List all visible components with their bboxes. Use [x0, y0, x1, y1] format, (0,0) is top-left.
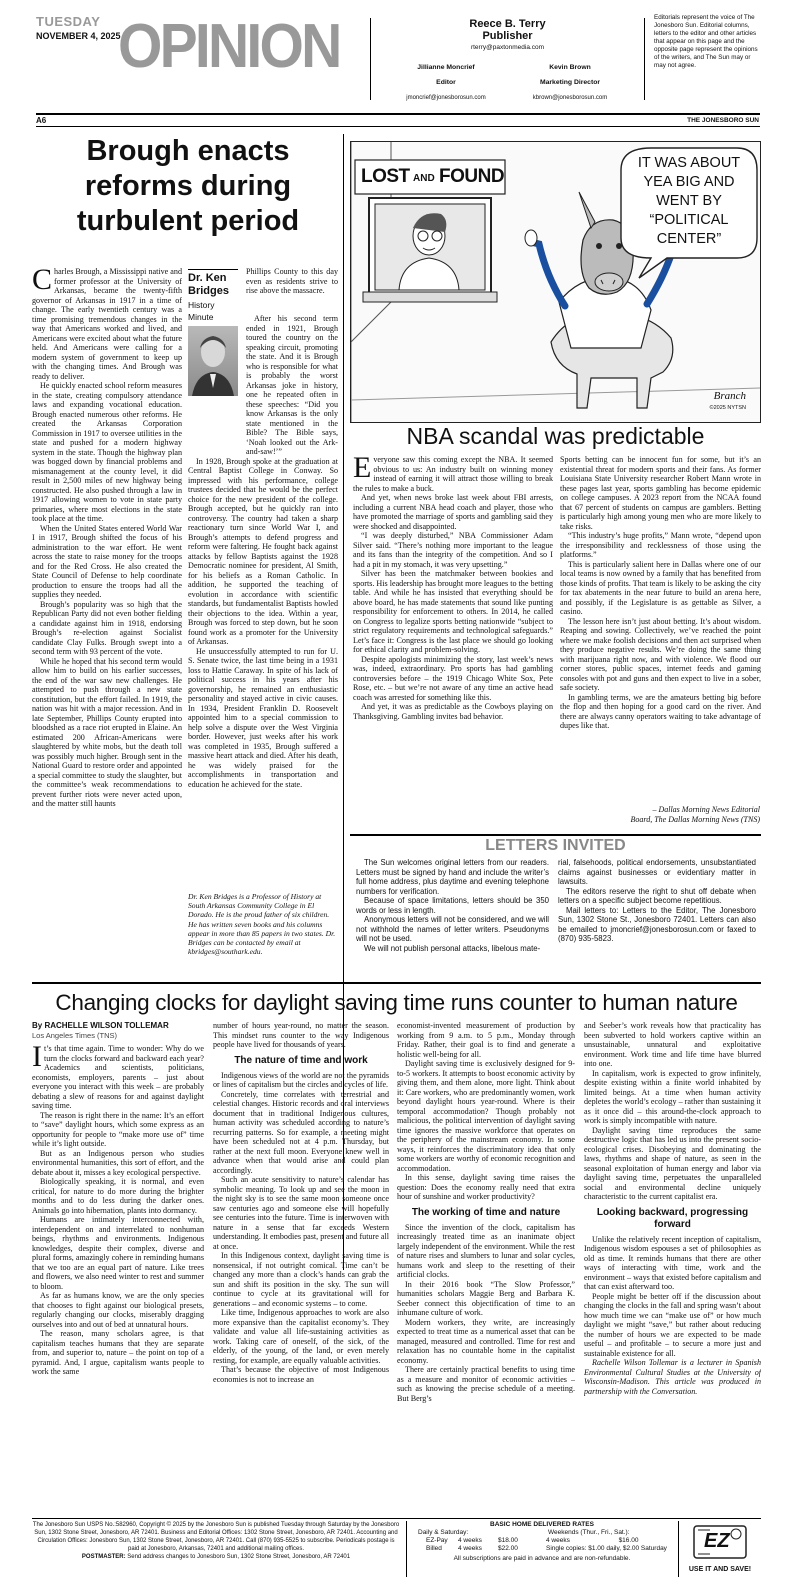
brough-p3: When the United States entered World War I in 1917, Brough shifted the focus of his administration to the war effort. He went across the state to raise money for the troops and for the Red Cross. He also created the State Council of Defense to help coordinate production to ensure the troops had all the supplies they needed. — [32, 523, 182, 599]
clocks-col-1 — [32, 1044, 204, 1512]
top-rule-2 — [36, 126, 760, 127]
cartoon-speech — [625, 154, 753, 249]
ez-caption: USE IT AND SAVE! — [688, 1566, 752, 1573]
rates-row — [410, 1545, 671, 1553]
subhead-looking-backward: Looking backward, progressing forward — [596, 1206, 749, 1230]
editorial-notice: Editorials represent the voice of The Jonesboro Sun. Editorial columns, letters to the editor and other articles that appear on this page and the opposite page represent the opinions of the writers, and The Sun may or may not agree. — [654, 14, 758, 69]
clocks-source: Los Angeles Times (TNS) — [32, 1031, 118, 1040]
nba-col-2 — [560, 455, 761, 800]
clocks-p3: But as an Indigenous person who studies environmental humanities, this sort of effort, and the debate about it, misses a key ecological perspective. — [32, 1148, 204, 1177]
clocks-col4-p1: In capitalism, work is expected to grow infinitely, despite existing within a finite world inhabited by limited beings. At a time when human activity depletes the world’s ecology – rather than sustaining it as it once did – this around-the-clock approach to work is simply incompatible with nature. — [584, 1068, 761, 1125]
speech-line-1: IT WAS ABOUT — [637, 155, 741, 171]
rates-title: BASIC HOME DELIVERED RATES — [490, 1521, 594, 1528]
drop-cap: C — [32, 267, 53, 296]
daily-label: Daily & Saturday: — [418, 1529, 469, 1536]
subhead-working-of-time: The working of time and nature — [411, 1206, 561, 1218]
clocks-col4b-p2: People might be better off if the discussion about changing the clocks in the fall and spring wasn’t about how much time we can “make use of” or how much daylight we might “save,” but rather about reducing the number of hours we are expected to be made useful – and profitable – to secure a more just and sustainable existence for all. — [584, 1291, 761, 1358]
clocks-col2-p3: Such an acute sensitivity to nature’s calendar has symbolic meaning. To look up and see the moon in the night sky is to see the same moon someone once saw centuries ago and someone else will hopefully see centuries into the future. Time is interwoven with nature in a sense that far exceeds Western understanding. It embodies past, present and future all at once. — [213, 1175, 389, 1251]
nba-col2-p4: The lesson here isn’t just about betting. It’s about wisdom. Reaping and sowing. Collectively, we’ve reached the point where we make foolish decisions and then act surprised when they produce negative results. We’re doing the same thing with marijuana right now, and with violence. We flood our corner stores, public spaces, internet feeds and gaming consoles with pot and guns and then expect to live in a sober, safe society. — [560, 616, 761, 692]
clocks-col2-p4: In this Indigenous context, daylight saving time is nonsensical, if not outright comical. Time can’t be changed any more than a clock’s hands can grab the sun and shift its position in the sky. The sun will continue to cycle at its gravitational will for generations – and economic systems – to come. — [213, 1251, 389, 1308]
rate-kind: Billed — [426, 1545, 442, 1552]
speech-line-4: “POLITICAL — [649, 212, 729, 228]
drop-cap: E — [353, 455, 372, 484]
rate-weeks-2: 4 weeks — [546, 1537, 570, 1544]
clocks-col2-p2: Concretely, time correlates with terrestrial and celestial changes. Historic records and oral interviews document that in traditional Indigenous cultures, human activity was scheduled according to nature’s recurring patterns. So for example, a meeting might have been scheduled not at 4 p.m. Thursday, but rather at the next full moon. Everyone knew well in advance when that would arise and could plan accordingly. — [213, 1089, 389, 1175]
brough-col2-p1: After his second term ended in 1921, Brough toured the country on the speaking circuit, promoting the state. And it is Brough who is responsible for what is probably the worst Arkansas joke in history, one he repeated often in these speeches: “Did you know Arkansas is the only state mentioned in the Bible? The Bible says, ‘Noah looked out the Ark-and-saw!’” — [246, 314, 338, 456]
nba-credit-2: Board, The Dallas Morning News (TNS) — [630, 815, 760, 824]
speech-line-2: YEA BIG AND — [643, 174, 735, 190]
clocks-p6: As far as humans know, we are the only species that chooses to fight against our biological presets, regularly changing our clocks, miserably dragging ourselves into and out of bed at unnatural hours. — [32, 1291, 204, 1329]
clocks-p4: Biologically speaking, it is normal, and even critical, for nature to do more during the brighter months and to do less during the darker ones. Animals go into hibernation, plants into dormancy. — [32, 1177, 204, 1215]
letters-heading: LETTERS INVITED — [485, 837, 626, 854]
nba-col-1 — [353, 455, 553, 830]
clocks-headline: Changing clocks for daylight saving time runs counter to human nature — [55, 990, 738, 1015]
clocks-col3b-p3: Modern workers, they write, are increasingly expected to treat time as a numerical asset that can be managed, measured and controlled. Time for rest and relaxation has no countable home in the capitalist economy. — [397, 1317, 575, 1365]
footer-publication-info — [32, 1521, 400, 1561]
clocks-col2-top: number of hours year-round, no matter the season. This mindset runs counter to the way Indigenous people have lived for thousands of years. — [213, 1021, 389, 1049]
cartoon-sign-lost: LOST — [361, 166, 410, 187]
publisher-title: Publisher — [482, 30, 533, 42]
brough-col-2 — [188, 314, 338, 958]
clocks-col3-p3: In this sense, daylight saving time raises the question: Does the economy really need that extra hour of sunshine and worker productivity? — [397, 1173, 575, 1201]
clocks-p2: The reason is right there in the name: It’s an effort to “save” daylight hours, which some express as an opportunity for people to “make more use of” time while it’s light outside. — [32, 1110, 204, 1148]
nba-p4: Silver has been the matchmaker between bookies and sports. His leadership has brought more leagues to the betting table. And while he has insisted that everything should be above board, he has made statements that sound like punting responsibility for enforcement to others. In 2014, he called on Congress to legalize sports betting nationwide “subject to strict regulatory requirements and technological safeguards.” Let’s face it: Congress is the last place we should go looking for ethical clarity and problem-solving. — [353, 569, 553, 654]
nba-p5: Despite apologists minimizing the story, last week’s news was, indeed, extraordinary. Pro sports has had gambling controversies before – the 1919 Chicago White Sox, Pete Rose, etc. – but we’re not aware of any time an active head coach was arrested for something like this. — [353, 654, 553, 702]
clocks-bio: Rachelle Wilson Tollemar is a lecturer in Spanish Environmental Cultural Studies at the University of Wisconsin-Madison. This article was produced in partnership with the Conversation. — [584, 1358, 761, 1396]
letters-p3: Anonymous letters will not be considered, and we will not withhold the names of letter writers. Pseudonyms will not be used. — [356, 915, 549, 943]
nba-p6: And yet, it was as predictable as the Cowboys playing on Thanksgiving. Gambling invites bad behavior. — [353, 702, 553, 721]
rate-price-2: $16.00 — [618, 1537, 639, 1544]
masthead-divider-2 — [644, 18, 645, 100]
letters-col2-p2: The editors reserve the right to shut off debate when letters on a specific subject become repetitious. — [558, 886, 756, 905]
editor-name: Jillianne Moncrief — [417, 64, 475, 71]
nba-headline: NBA scandal was predictable — [406, 423, 705, 449]
clocks-col3b-p2: In their 2016 book “The Slow Professor,” humanities scholars Maggie Berg and Barbara K. Seeber connect this objectification of time to an inhumane culture of work. — [397, 1279, 575, 1317]
date-label: NOVEMBER 4, 2025 — [36, 31, 121, 41]
author-box-rule — [188, 269, 238, 270]
clocks-byline: By RACHELLE WILSON TOLLEMAR — [32, 1021, 169, 1030]
subhead-nature-of-time: The nature of time and work — [234, 1054, 368, 1066]
ez-logo-text: EZ — [704, 1530, 730, 1552]
column-name: History Minute — [188, 300, 215, 322]
brough-p4: Brough’s popularity was so high that the Republican Party did not even bother fielding a candidate against him in 1918, endorsing Brough’s re-election against Socialist candidate Clay Fulks. Brough swept into a second term with 93 percent of the vote. — [32, 599, 182, 656]
clocks-col2-p5: Like time, Indigenous approaches to work are also more expansive than the capitalist economy’s. They validate and value all life-sustaining activities as work. Taking care of oneself, of the sick, of the elderly, of the young, of the land, or even merely resting, for example, are equally valuable activities. — [213, 1308, 389, 1365]
cartoon-sign-and: AND — [413, 173, 435, 184]
letters-p4: We will not publish personal attacks, libelous mate- — [364, 943, 541, 953]
nba-p2: And yet, when news broke last week about FBI arrests, including a current NBA head coach and player, those who have promoted the marriage of sports and gambling said they were shocked and disappointed. — [353, 493, 553, 531]
brough-p2: He quickly enacted school reform measures in the state, creating compulsory attendance laws and expanding vocational education. Brough enacted numerous other reforms. He created the Arkansas Corporation Commission in 1917 to oversee utilities in the state and pushed for a modern highway system in the state. Though the highway plan was bogged down by financial problems and mismanagement at the county level, it did result in 2,500 miles of new highway being constructed. He also pushed through a law in 1917 allowing women to vote in state party primaries, where most elections in the state took place at the time. — [32, 381, 182, 523]
rate-price: $18.00 — [498, 1537, 518, 1544]
letters-col2-p3: Mail letters to: Letters to the Editor, The Jonesboro Sun, 1302 Stone St., Jonesboro 72401. Letters can also be emailed to jmoncrief@jonesborosun.com or faxed to (870) 935-5823. — [558, 905, 756, 943]
footer-top-rule — [32, 1518, 761, 1519]
footer-pub-text: The Jonesboro Sun USPS No.:582960, Copyright © 2025 by the Jonesboro Sun is published Tuesday through Saturday by the Jonesboro Sun, 1302 Stone Street, Jonesboro, AR 72401. Business and Editorial Offices: 1302 Stone Street, Jonesboro, AR 72401. Accounting and Circulation Offices: Jonesboro Sun, 1302 Stone Street, Jonesboro, AR 72401. Call (870) 935-5525 to subscribe. Periodicals postage is paid at Jonesboro, Arkansas, 72401 and additional mailing offices. — [32, 1522, 400, 1552]
cartoon-sign-found: FOUND — [439, 166, 505, 187]
marketing-name: Kevin Brown — [549, 64, 591, 71]
editor-title: Editor — [436, 79, 456, 86]
clocks-col-3 — [397, 1021, 575, 1512]
rates-labels — [410, 1529, 674, 1537]
brough-col2-p3: He unsuccessfully attempted to run for U. S. Senate twice, the last time being in a 1931 loss to Hattie Caraway. In spite of his lack of political success in his years after his governorship, he remained an enthusiastic personality and stayed active in civic causes. In 1934, President Franklin D. Roosevelt appointed him to a special commission to help solve a dispute over the West Virginia border. However, just weeks after his work was completed in 1935, Brough suffered a massive heart attack and died. After his death, he was widely praised for the accomplishments in transportation and education he achieved for the state. — [188, 646, 338, 789]
clocks-col3b-p1: Since the invention of the clock, capitalism has increasingly treated time as an inanimate object largely independent of the environment. While the rest of nature rises and slumbers to lunar and solar cycles, humans work and sleep to the resetting of their artificial clocks. — [397, 1222, 575, 1279]
rates-table — [410, 1537, 671, 1553]
footer-divider-1 — [406, 1521, 407, 1577]
rate-single-copies: Single copies: $1.00 daily, $2.00 Saturday — [546, 1545, 667, 1552]
nba-credit-1: – Dallas Morning News Editorial — [652, 805, 760, 814]
drop-cap: I — [32, 1044, 42, 1073]
brough-col2-top: Phillips County to this day even as residents strive to rise above the massacre. — [246, 267, 338, 295]
brough-p1: harles Brough, a Mississippi native and former professor at the University of Arkansas, became the twenty-fifth governor of Arkansas in 1917 in a time of change. The early twentieth century was a time promising tremendous changes in the way that Americans worked and lived, and Americans were excited about what the future held. And Americans were calling for a modern system of government to keep up with the changing times. And Brough was ready to deliver. — [32, 267, 182, 381]
clocks-col4-p2: Daylight saving time reproduces the same destructive logic that has led us into the present socio-ecological crises. Disobeying and dominating the laws, rhythms and shape of nature, as seen in the seasonal exploitation of human energy and labor via daylight saving time, perpetuates the unparalleled social and environmental decline uniquely characteristic to the current capitalist era. — [584, 1125, 761, 1201]
postmaster-label: POSTMASTER: — [81, 1554, 126, 1560]
clocks-col3-p1: economist-invented measurement of production by working from 9 a.m. to 5 p.m., Monday through Friday. Rather, their goal is to find and generate a holistic well-being for all. — [397, 1021, 575, 1059]
publisher-email[interactable]: rterry@paxtonmedia.com — [470, 44, 545, 51]
clocks-col-2 — [213, 1021, 389, 1512]
clocks-col4b-p1: Unlike the relatively recent inception of capitalism, Indigenous wisdom espouses a set of philosophies as old as time. It reminds humans that there are other ways of interacting with time, work and the environment – ways that existed before capitalism and that can exist afterward too. — [584, 1234, 761, 1291]
postmaster-text: Send address changes to Jonesboro Sun, 1302 Stone Street, Jonesboro, AR 72401 — [127, 1554, 351, 1560]
top-rule — [36, 113, 760, 115]
speech-line-5: CENTER” — [656, 231, 722, 247]
clocks-col4-top: and Seeber’s work reveals how that practicality has been subverted to hold workers captive within an unsustainable, unnatural and exploitative environment. Work time and life time have blurred into one. — [584, 1021, 761, 1068]
weekend-label: Weekends (Thur., Fri., Sat.): — [548, 1529, 630, 1536]
letters-col-2 — [558, 858, 756, 970]
rate-kind: EZ-Pay — [426, 1537, 448, 1544]
clocks-top-rule — [32, 982, 761, 984]
advance-note: All subscriptions are paid in advance and are non-refundable. — [453, 1555, 631, 1562]
section-title: OPINION — [118, 12, 340, 81]
brough-headline: Brough enacts reforms during turbulent period — [76, 135, 300, 237]
speech-line-3: WENT BY — [656, 193, 722, 209]
brough-bio: Dr. Ken Bridges is a Professor of History at South Arkansas Community College in El Dorado. He is the proud father of six children. He has written seven books and his columns appear in more than 85 papers in two states. Dr. Bridges can be contacted by email at kbridges@southark.edu. — [188, 892, 336, 957]
brough-col2-p2: In 1928, Brough spoke at the graduation at Central Baptist College in Conway. So impressed with his performance, college trustees decided that he would be the perfect choice for the new president of the college. Brough accepted, but he quickly ran into controversy. The country had taken a sharp reactionary turn since World War I, and Brough’s attempts to defend progress and reform were faltering. He fought back against attacks by fellow Baptists against the 1928 Democratic nominee for president, Al Smith, for his beliefs as a Roman Catholic. In addition, he supported the teaching of evolution in accordance with scientific standards, but fundamentalist Baptists howled their objections to the idea. Within a year, Brough was forced to step down, but he soon found work as a promoter for the University of Arkansas. — [188, 456, 338, 646]
footer-postmaster — [32, 1553, 400, 1561]
letters-p1: The Sun welcomes original letters from our readers. Letters must be signed by hand and include the writer’s full home address, plus daytime and evening telephone numbers for verification. — [356, 858, 549, 896]
marketing-title: Marketing Director — [539, 79, 601, 86]
nba-p1: veryone saw this coming except the NBA. It seemed obvious to us: An industry built on winning money instead of earning it will attract those willing to break the rules to make a buck. — [353, 455, 553, 493]
page-number: A6 — [36, 116, 47, 125]
rate-weeks: 4 weeks — [458, 1537, 482, 1544]
clocks-p7: The reason, many scholars agree, is that capitalism teaches humans that they are separate from, and superior to, nature – the point on top of a pyramid. And, I argue, capitalism wants people to work the same — [32, 1329, 204, 1376]
nba-col2-p5: In gambling terms, we are the amateurs betting big before the flop and then hoping for a good card on the river. And there are always canny operators waiting to take advantage of dupes like that. — [560, 692, 761, 730]
clocks-col3b-p4: There are certainly practical benefits to using time as a measure and monitor of economic activities – such as knowing the precise schedule of a meeting. But Berg’s — [397, 1365, 575, 1403]
letters-col2-p1: rial, falsehoods, political endorsements, unsubstantiated claims against businesses or evidentiary matter in lawsuits. — [558, 858, 756, 886]
ez-pay-logo — [690, 1522, 750, 1562]
nba-col2-p2: “This industry’s huge profits,” Mann wrote, “depend upon the irresponsibility and recklessness of those using the platforms.” — [560, 531, 761, 559]
clocks-col-4 — [584, 1021, 761, 1512]
brough-p5: While he hoped that his second term would allow him to build on his earlier successes, the end of the war saw new challenges. He attempted to push through a new state constitution, but the effort failed. In 1919, the nation was hit with a major recession. And in late September, Phillips County erupted into bloodshed as a race riot erupted in Elaine. An estimated 200 African-Americans were slaughtered by white mobs, but the death toll was possibly much higher. Brough sent in the National Guard to restore order and appointed a special committee to study the slaughter, but the committee’s weak recommendations to prevent further riots were never acted upon, and the matter still haunts — [32, 656, 182, 808]
paper-name: THE JONESBORO SUN — [687, 117, 759, 124]
footer-divider-2 — [678, 1521, 679, 1577]
clocks-p5: Humans are intimately interconnected with, interdependent on and interrelated to nonhuman beings, rhythms and environments. Indigenous knowledges, despite their complex, diverse and plural forms, amazingly cohere in reminding humans that we too are an equal part of nature. Like trees and flowers, we also need winter to rest and summer to bloom. — [32, 1215, 204, 1291]
clocks-p1: t’s that time again. Time to wonder: Why do we turn the clocks forward and backward each year? Academics and scientists, politicians, economists, employers, parents – just about everyone you interact with this week – are probably debating a slew of reasons for and against daylight saving time. — [32, 1044, 204, 1110]
rate-price: $22.00 — [498, 1545, 518, 1552]
day-label: TUESDAY — [36, 14, 101, 29]
clocks-col2-p1: Indigenous views of the world are not the pyramids or lines of capitalism but the circles and cycles of life. — [213, 1070, 389, 1089]
editor-email[interactable]: jmoncrief@jonesborosun.com — [406, 95, 486, 101]
clocks-col2-p6: That’s because the objective of most Indigenous economies is not to increase an — [213, 1365, 389, 1384]
rate-weeks: 4 weeks — [458, 1545, 482, 1552]
nba-p3: “I was deeply disturbed,” NBA Commissioner Adam Silver said. “There’s nothing more important to the league and its fans than the integrity of the competition. And so I had a pit in my stomach, it was very upsetting.” — [353, 531, 553, 569]
cartoon-signature-2: ©2025 NYTSN — [709, 405, 746, 411]
marketing-email[interactable]: kbrown@jonesborosun.com — [532, 95, 608, 101]
letters-p2: Because of space limitations, letters should be 350 words or less in length. — [356, 896, 549, 915]
cartoon-signature: Branch — [713, 390, 746, 402]
rates-box — [410, 1521, 674, 1563]
nba-col2-p1: Sports betting can be innocent fun for some, but it’s an existential threat for modern sports and their fans. As former Louisiana State University researcher Robert Mann wrote in these pages last year, sports gambling has become epidemic on college campuses. A 2023 report from the NCAA found that 67 percent of students on campus are gamblers. Betting is particularly high among young men who are more likely to take risks. — [560, 455, 761, 531]
clocks-col3-p2: Daylight saving time is exclusively designed for 9-to-5 workers. It attempts to boost economic activity by giving them, and them alone, more light. Think about it: Care workers, who are predominantly women, work beyond daylight hours year-round. Where is their temporal accommodation? Though probably not malicious, the political intervention of daylight saving time ignores the massive workforce that operates on the periphery of the mainstream economy. In some ways, it reinforces the discriminatory idea that only some workers are worthy of economic recognition and accommodation. — [397, 1059, 575, 1173]
rates-row — [410, 1537, 671, 1545]
author-name: Dr. Ken Bridges — [188, 272, 229, 297]
publisher-name: Reece B. Terry — [469, 18, 546, 30]
nba-col2-p3: This is particularly salient here in Dallas where one of our local teams is now owned by a family that has benefited from those kinds of profits. That team is likely to be asking the city for tax abatements in the near future to build an arena here, and possibly, if the Legislature is as gettable as Silver, a casino. — [560, 559, 761, 616]
editorial-cartoon — [350, 141, 761, 423]
letters-col-1 — [356, 858, 549, 970]
